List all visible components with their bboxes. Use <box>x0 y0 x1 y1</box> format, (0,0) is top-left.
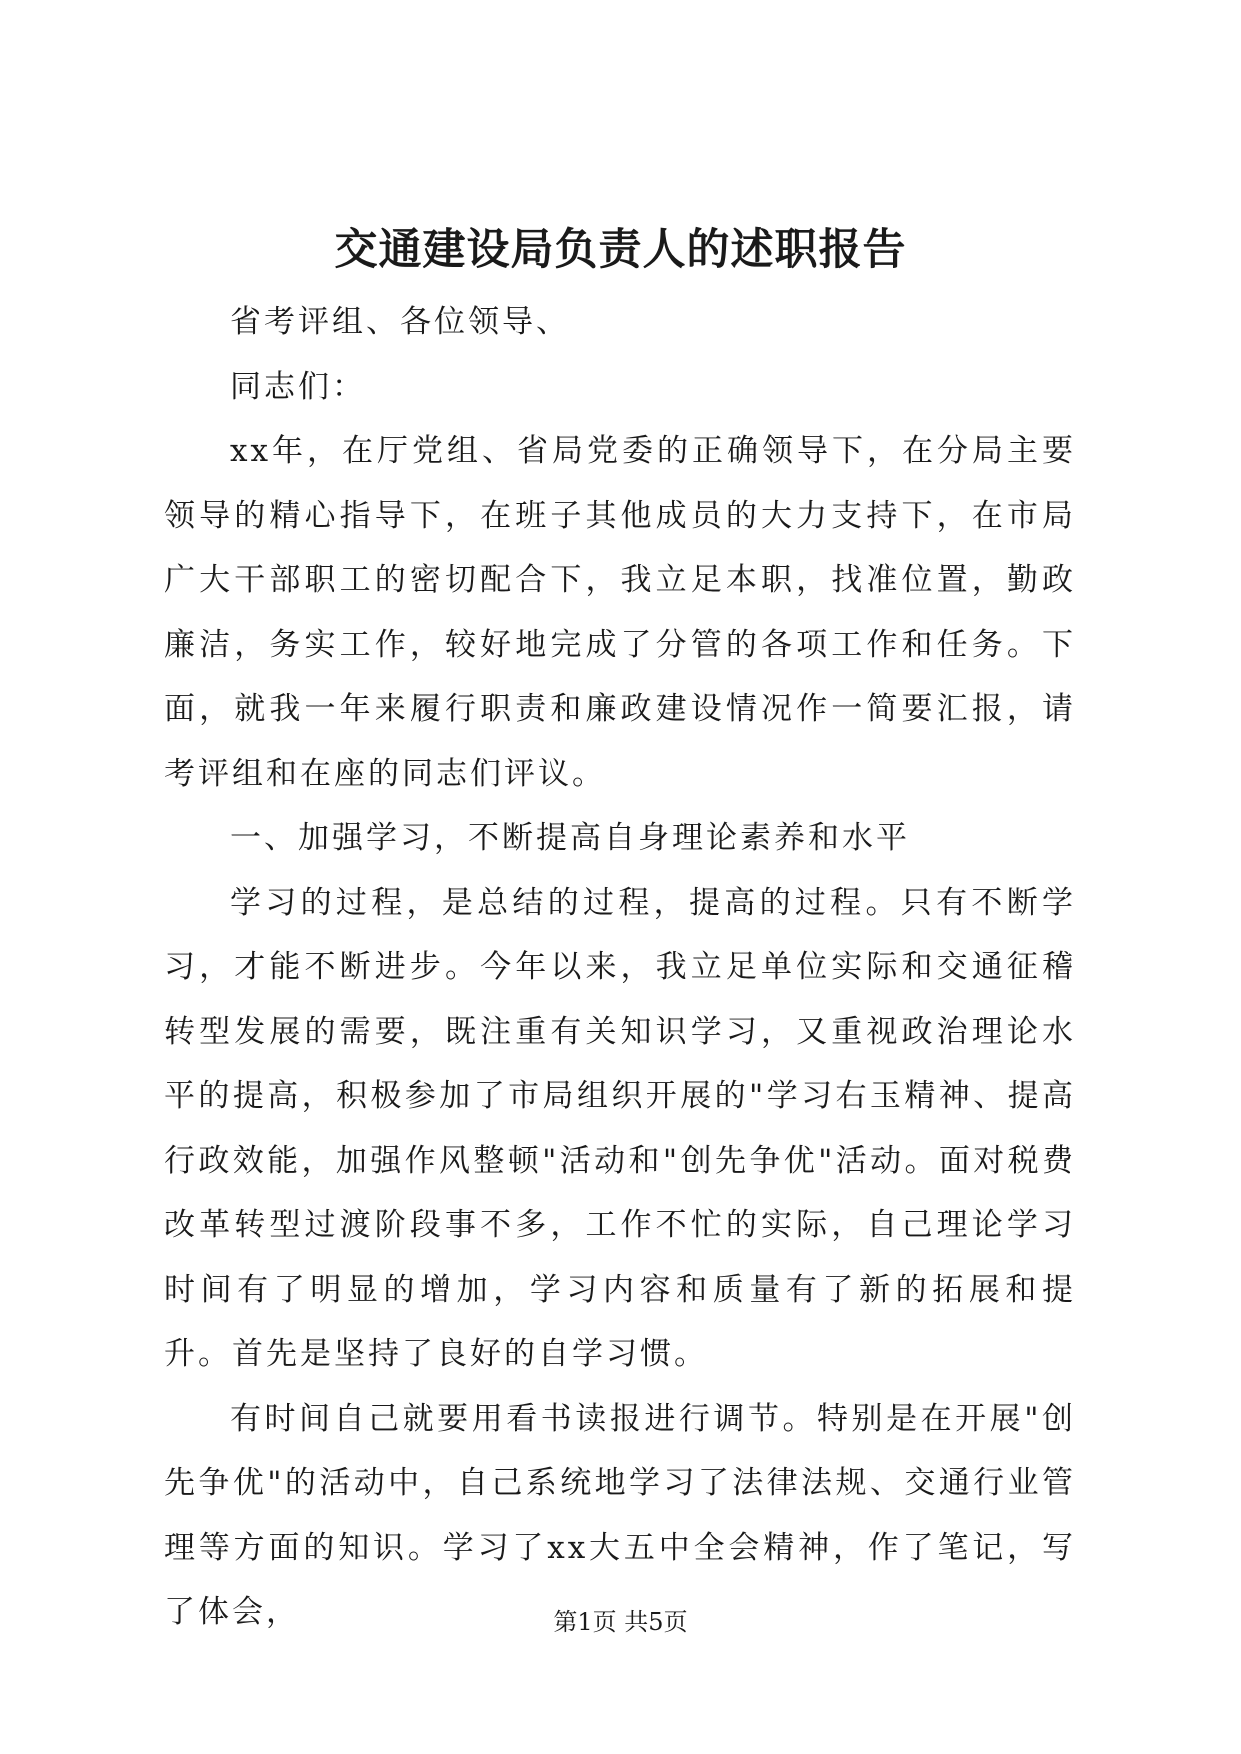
document-title: 交通建设局负责人的述职报告 <box>334 225 907 275</box>
salutation-line-1: 省考评组、各位领导、 <box>230 304 570 340</box>
paragraph-study: 学习的过程，是总结的过程，提高的过程。只有不断学习，才能不断进步。今年以来，我立足单位实际和交通征稽转型发展的需要，既注重有关知识学习，又重视政治理论水平的提高，积极参加了市局组织开展的"学习右玉精神、提高行政效能，加强作风整顿"活动和"创先争优"活动。面对税费改革转型过渡阶段事不多，工作不忙的实际，自己理论学习时间有了明显的增加，学习内容和质量有了新的拓展和提升。首先是坚持了良好的自学习惯。 <box>164 884 1076 1372</box>
document-body <box>164 290 1076 1645</box>
paragraph-intro: xx年，在厅党组、省局党委的正确领导下，在分局主要领导的精心指导下，在班子其他成员的大力支持下，在市局广大干部职工的密切配合下，我立足本职，找准位置，勤政廉洁，务实工作，较好地完成了分管的各项工作和任务。下面，就我一年来履行职责和廉政建设情况作一简要汇报，请考评组和在座的同志们评议。 <box>164 433 1076 792</box>
section-heading-1: 一、加强学习，不断提高自身理论素养和水平 <box>230 820 910 856</box>
salutation-line-2: 同志们： <box>230 368 366 405</box>
paragraph-continued: 有时间自己就要用看书读报进行调节。特别是在开展"创先争优"的活动中，自己系统地学习了法律法规、交通行业管理等方面的知识。学习了xx大五中全会精神，作了笔记，写了体会， <box>164 1400 1076 1630</box>
page-footer: 第1页 共5页 <box>553 1608 688 1636</box>
